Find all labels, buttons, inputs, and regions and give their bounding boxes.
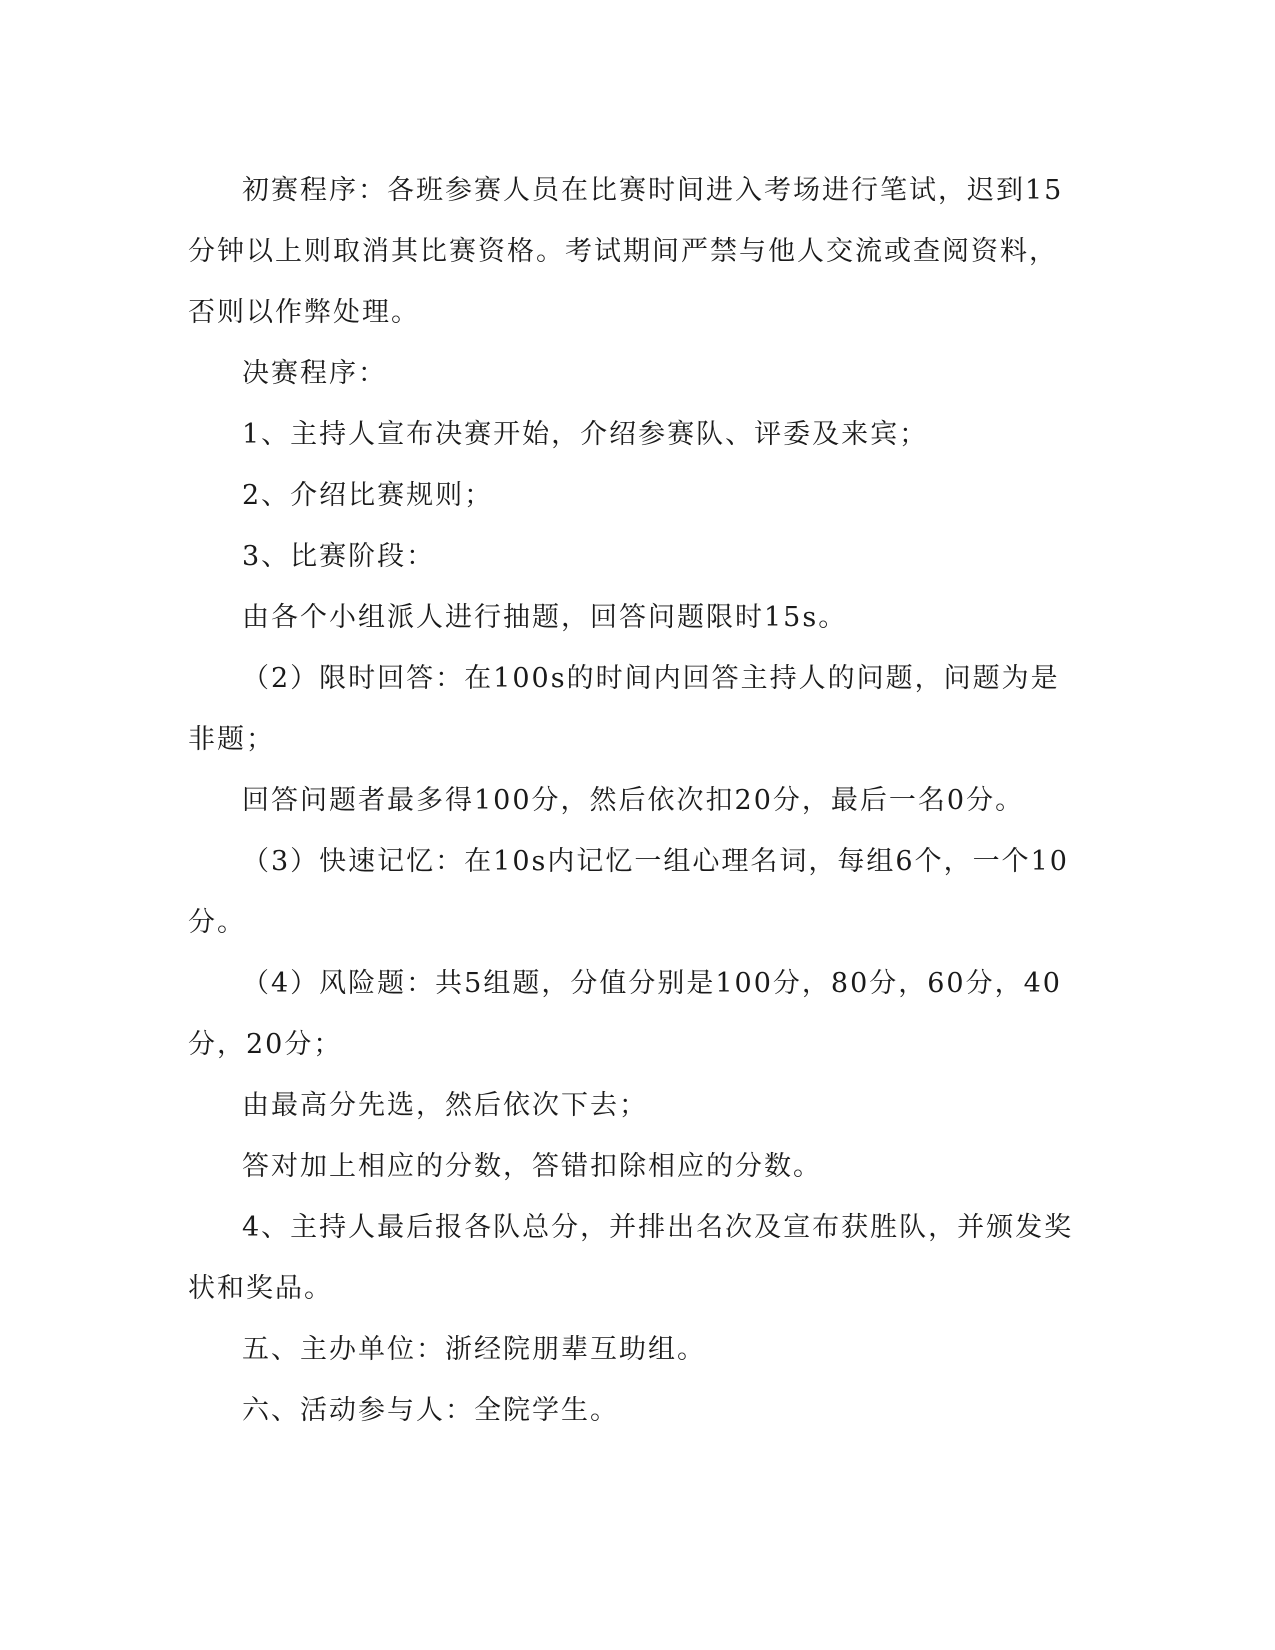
- paragraph-draw-questions: 由各个小组派人进行抽题，回答问题限时15s。: [242, 602, 848, 633]
- paragraph-timed-answer-scoring: 回答问题者最多得100分，然后依次扣20分，最后一名0分。: [242, 785, 1025, 816]
- paragraph-risk-questions: （4）风险题：共5组题，分值分别是100分，80分，60分，40分，20分；: [188, 968, 1062, 1060]
- paragraph-step-1: 1、主持人宣布决赛开始，介绍参赛队、评委及来宾；: [242, 419, 929, 450]
- paragraph-risk-selection-order: 由最高分先选，然后依次下去；: [242, 1090, 648, 1121]
- paragraph-organizer: 五、主办单位：浙经院朋辈互助组。: [242, 1334, 706, 1365]
- paragraph-risk-scoring: 答对加上相应的分数，答错扣除相应的分数。: [242, 1151, 822, 1182]
- paragraph-step-4: 4、主持人最后报各队总分，并排出名次及宣布获胜队，并颁发奖状和奖品。: [188, 1212, 1074, 1304]
- paragraph-preliminary-procedure: 初赛程序：各班参赛人员在比赛时间进入考场进行笔试，迟到15分钟以上则取消其比赛资格。考试期间严禁与他人交流或查阅资料，否则以作弊处理。: [188, 175, 1064, 328]
- paragraph-timed-answer: （2）限时回答：在100s的时间内回答主持人的问题，问题为是非题；: [188, 663, 1060, 755]
- paragraph-step-2: 2、介绍比赛规则；: [242, 480, 494, 511]
- paragraph-final-procedure-heading: 决赛程序：: [242, 358, 387, 389]
- document-body: [188, 160, 1078, 1441]
- paragraph-participants: 六、活动参与人：全院学生。: [242, 1395, 619, 1426]
- paragraph-step-3: 3、比赛阶段：: [242, 541, 436, 572]
- paragraph-quick-memory: （3）快速记忆：在10s内记忆一组心理名词，每组6个，一个10分。: [188, 846, 1069, 938]
